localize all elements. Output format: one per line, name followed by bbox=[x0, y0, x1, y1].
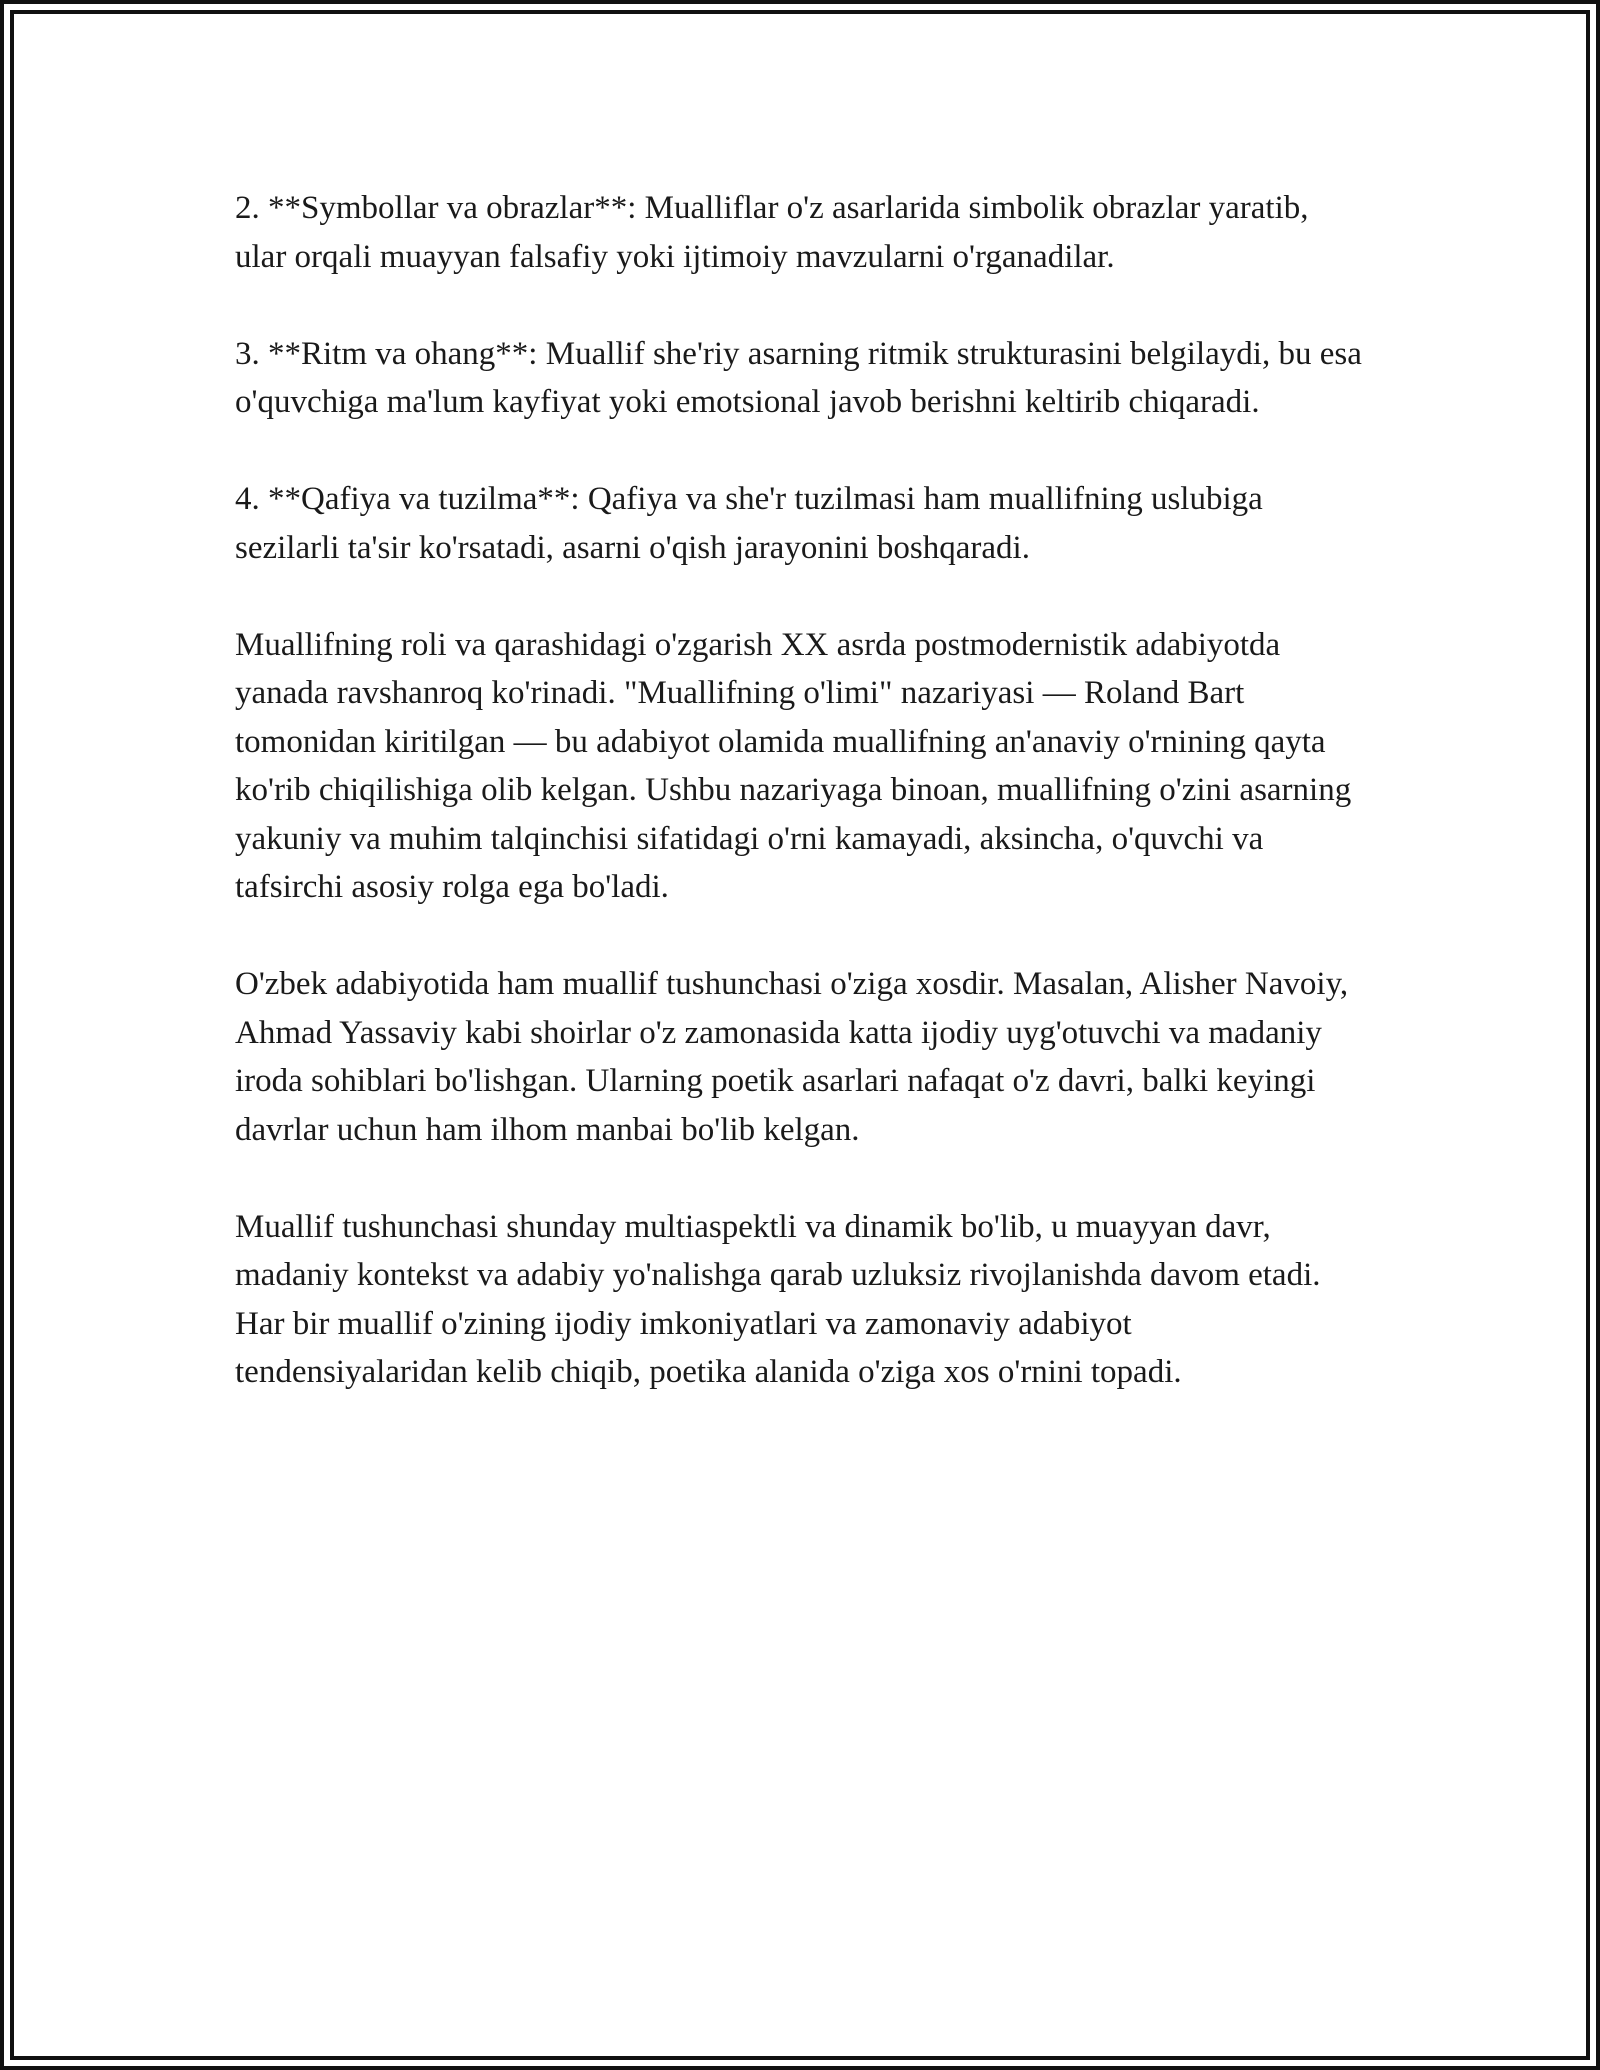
paragraph-symbols-images: 2. **Symbollar va obrazlar**: Mualliflar o'z asarlarida simbolik obrazlar yaratib, ular orqali muayyan falsafiy yoki ijtimoiy mavzularni o'rganadilar. bbox=[235, 190, 1309, 275]
paragraph-author-role-postmodernism: Muallifning roli va qarashidagi o'zgarish XX asrda postmodernistik adabiyotda yanada ravshanroq ko'rinadi. "Muallifning o'limi" nazariyasi — Roland Bart tomonidan kiritilgan — bu adabiyot olamida muallifning an'anaviy o'rnining qayta ko'rib chiqilishiga olib kelgan. Ushbu nazariyaga binoan, muallifning o'zini asarning yakuniy va muhim talqinchisi sifatidagi o'rni kamayadi, aksincha, o'quvchi va tafsirchi asosiy rolga ega bo'ladi. bbox=[235, 626, 1352, 905]
paragraph-conclusion: Muallif tushunchasi shunday multiaspektli va dinamik bo'lib, u muayyan davr, madaniy kontekst va adabiy yo'nalishga qarab uzluksiz rivojlanishda davom etadi. Har bir muallif o'zining ijodiy imkoniyatlari va zamonaviy adabiyot tendensiyalaridan kelib chiqib, poetika alanida o'ziga xos o'rnini topadi. bbox=[235, 1208, 1321, 1390]
paragraph-rhyme-structure: 4. **Qafiya va tuzilma**: Qafiya va she'r tuzilmasi ham muallifning uslubiga sezilarli ta'sir ko'rsatadi, asarni o'qish jarayonini boshqaradi. bbox=[235, 481, 1263, 566]
document-body bbox=[235, 184, 1365, 1445]
paragraph-rhythm-tone: 3. **Ritm va ohang**: Muallif she'riy asarning ritmik strukturasini belgilaydi, bu esa o'quvchiga ma'lum kayfiyat yoki emotsional javob berishni keltirib chiqaradi. bbox=[235, 335, 1362, 420]
paragraph-uzbek-literature: O'zbek adabiyotida ham muallif tushunchasi o'ziga xosdir. Masalan, Alisher Navoiy, Ahmad Yassaviy kabi shoirlar o'z zamonasida katta ijodiy uyg'otuvchi va madaniy iroda sohiblari bo'lishgan. Ularning poetik asarlari nafaqat o'z davri, balki keyingi davrlar uchun ham ilhom manbai bo'lib kelgan. bbox=[235, 966, 1349, 1148]
